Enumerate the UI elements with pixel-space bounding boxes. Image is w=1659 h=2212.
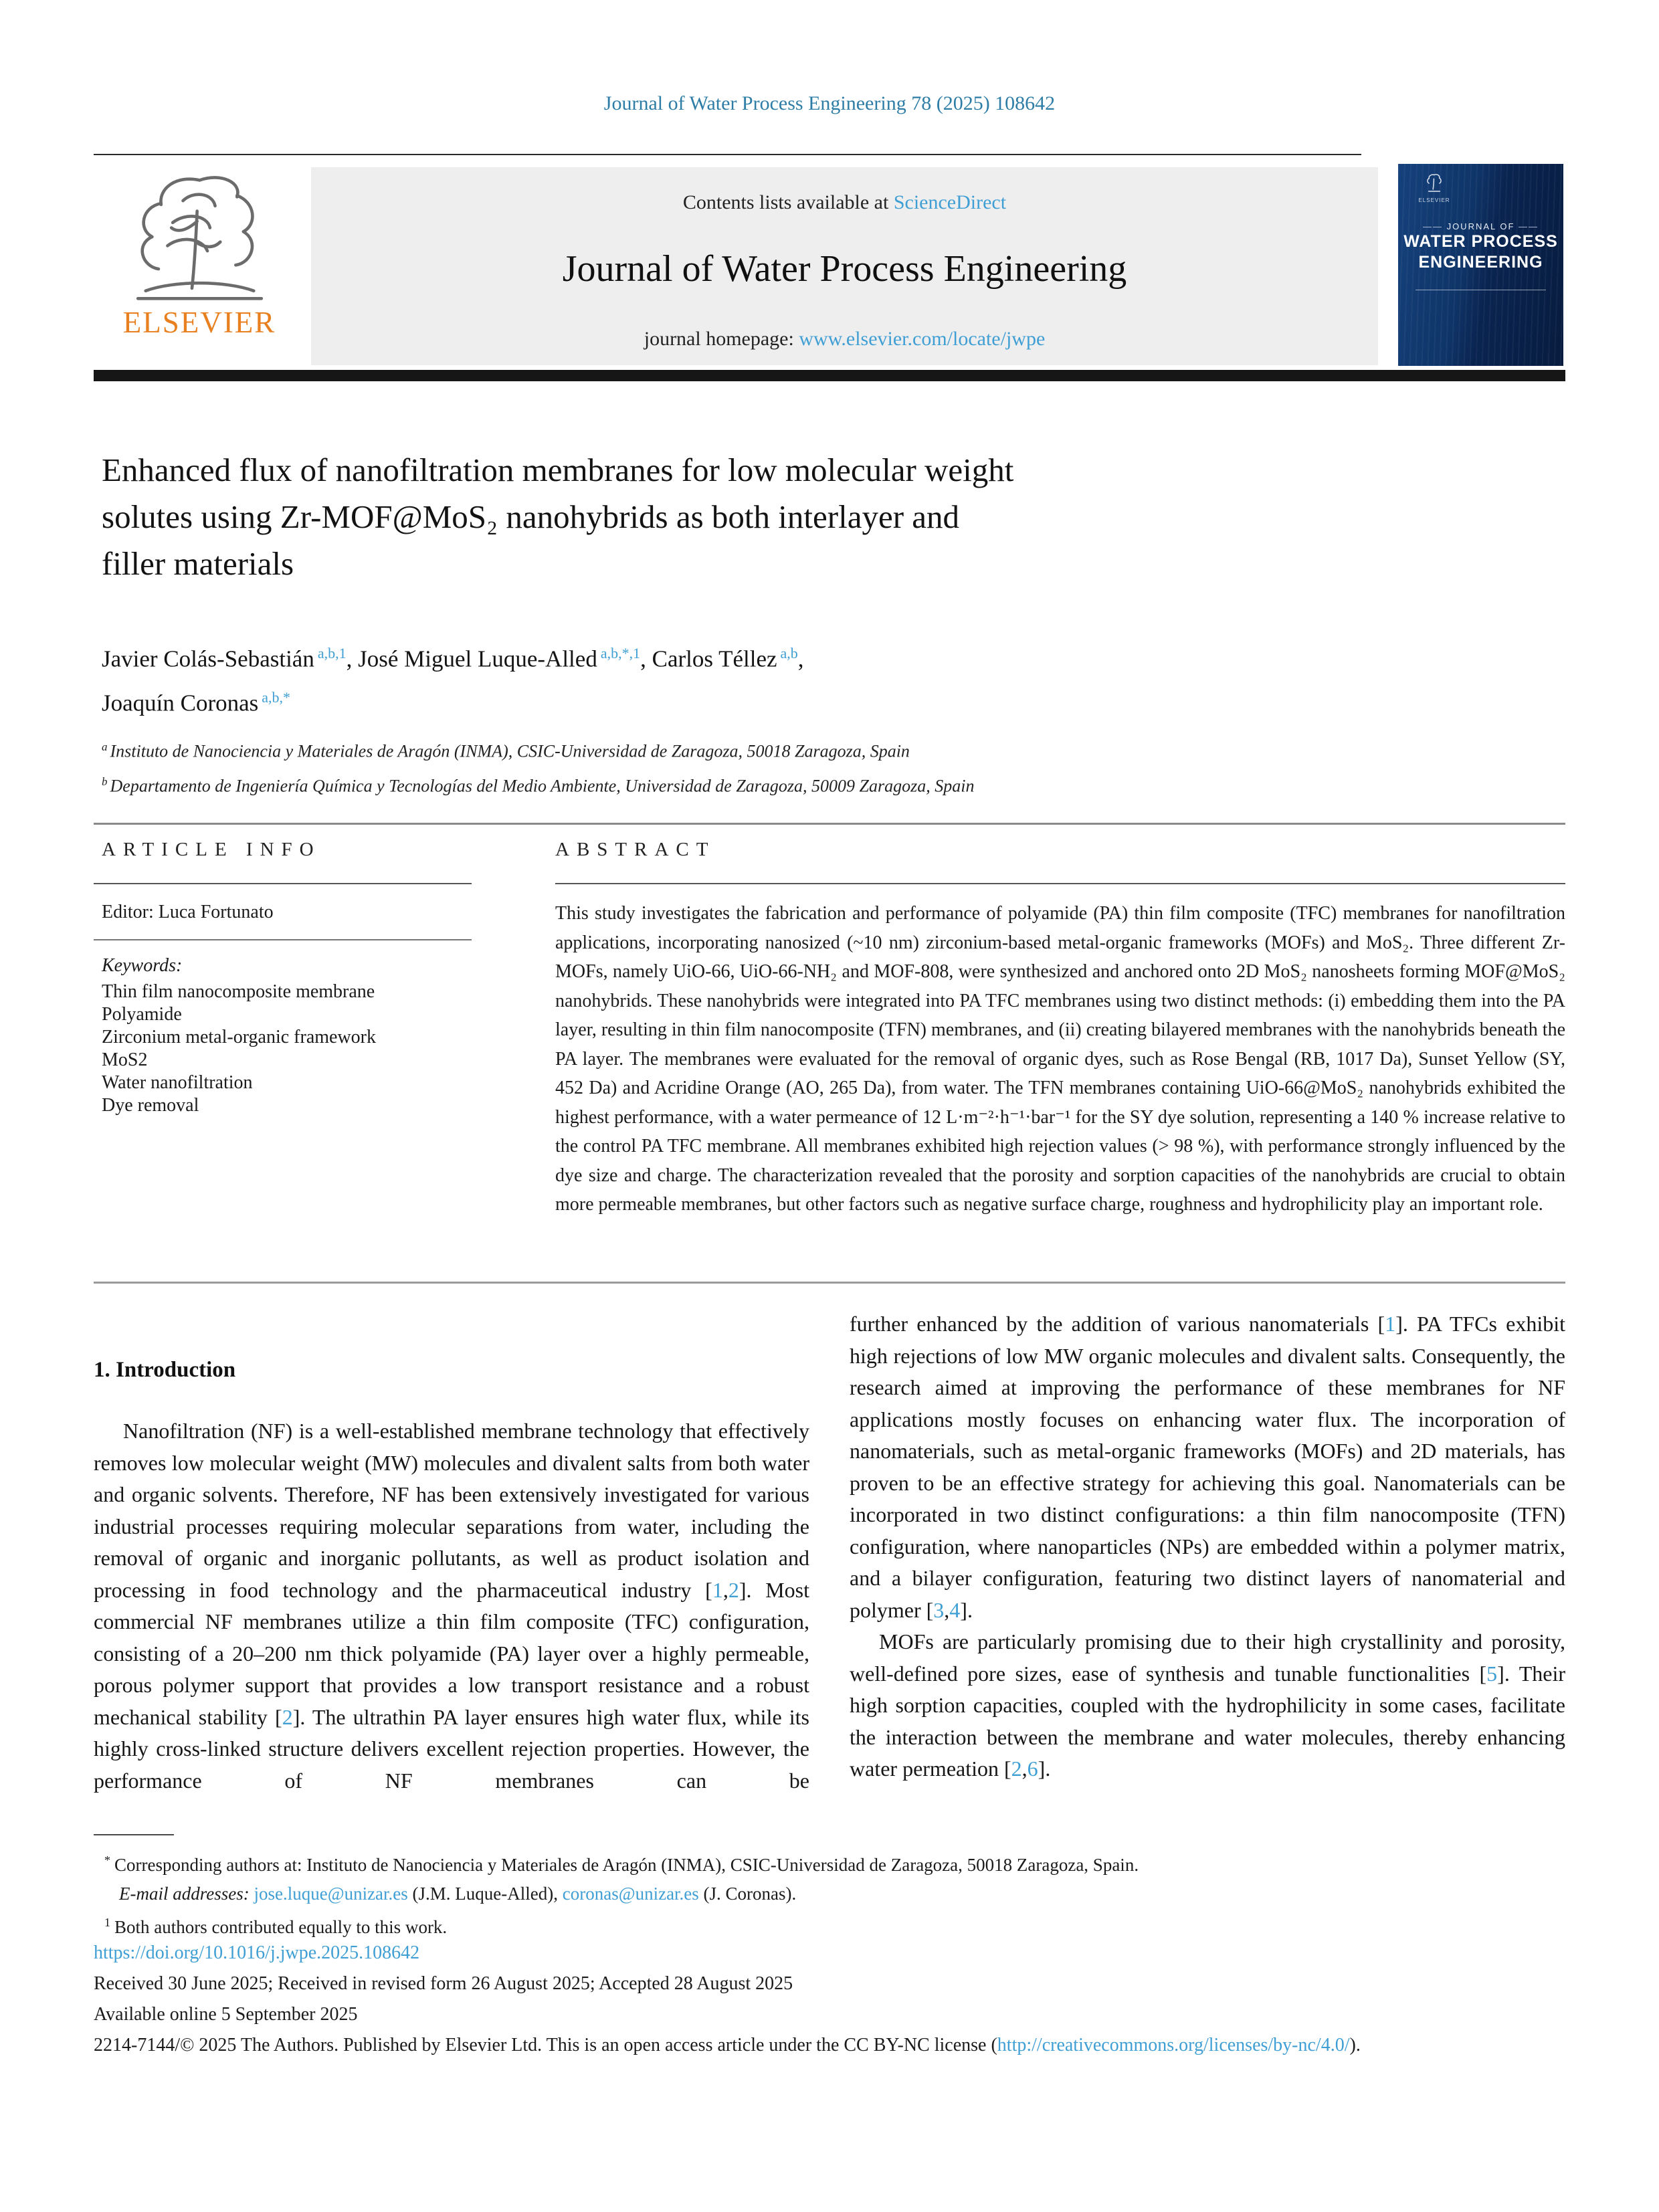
cover-elsevier-mark-icon: ELSEVIER	[1416, 173, 1453, 203]
abstract-heading: ABSTRACT	[555, 839, 716, 860]
email-link-2[interactable]: coronas@unizar.es	[562, 1884, 699, 1904]
corresponding-authors-note: * Corresponding authors at: Instituto de Nanociencia y Materiales de Aragón (INMA), CSIC-Universidad de Zaragoza, 50018 Zaragoza, Spain.	[104, 1853, 1139, 1875]
editor-line: Editor: Luca Fortunato	[102, 902, 274, 922]
author-name: Carlos Téllez	[652, 645, 777, 672]
keyword-item: Dye removal	[102, 1095, 199, 1116]
available-online: Available online 5 September 2025	[94, 2004, 358, 2025]
elsevier-logo[interactable]	[99, 170, 300, 365]
sciencedirect-link[interactable]: ScienceDirect	[893, 191, 1007, 213]
citation-link[interactable]: 2	[728, 1577, 739, 1602]
citation-link[interactable]: 1	[712, 1577, 723, 1602]
section-rule	[94, 823, 1565, 825]
elsevier-tree-icon	[99, 170, 300, 304]
citation-link[interactable]: 2	[282, 1704, 293, 1729]
email-addresses-note: E-mail addresses: jose.luque@unizar.es (J.M. Luque-Alled), coronas@unizar.es (J. Coronas).	[119, 1884, 797, 1904]
citation-link[interactable]: 2	[1011, 1756, 1022, 1781]
article-info-rule	[94, 883, 472, 884]
equal-contribution-note: $^1$ Both authors contributed equally to this work.	[104, 1916, 448, 1937]
author-affil-sup: a,b	[780, 645, 798, 662]
keywords-list	[102, 981, 376, 1117]
email-link-1[interactable]: jose.luque@unizar.es	[254, 1884, 408, 1904]
article-title: Enhanced flux of nanofiltration membranes for low molecular weight solutes using Zr-MOF@MoS₂ nanohybrids as both interlayer and filler materials	[102, 451, 1014, 582]
citation-link[interactable]: 1	[1385, 1312, 1396, 1336]
received-dates: Received 30 June 2025; Received in revised form 26 August 2025; Accepted 28 August 2025	[94, 1973, 793, 1994]
citation-link[interactable]: 6	[1027, 1756, 1038, 1781]
author-line-1: Javier Colás-Sebastián $^{a,b,1}$, José Miguel Luque-Alled $^{a,b,*,1}$, Carlos Téllez $^{a,b}$,	[102, 645, 804, 672]
keyword-item: Water nanofiltration	[102, 1072, 253, 1093]
license-line: 2214-7144/© 2025 The Authors. Published by Elsevier Ltd. This is an open access article under the CC BY-NC license (http://creativecommons.org/licenses/by-nc/4.0/).	[94, 2035, 1361, 2055]
abstract-bottom-rule	[94, 1282, 1565, 1284]
publication-info	[94, 1938, 1565, 2062]
header-rule	[94, 154, 1361, 155]
keywords-label: Keywords:	[102, 955, 183, 976]
affiliation-a: $^a$ Instituto de Nanociencia y Materiales de Aragón (INMA), CSIC-Universidad de Zaragoza, 50018 Zaragoza, Spain	[102, 740, 910, 761]
journal-homepage-link[interactable]: www.elsevier.com/locate/jwpe	[799, 328, 1046, 350]
license-link[interactable]: http://creativecommons.org/licenses/by-nc/4.0/	[997, 2035, 1350, 2055]
keyword-item: Zirconium metal-organic framework	[102, 1027, 376, 1047]
article-info-heading: ARTICLE INFO	[102, 839, 321, 860]
cover-title: —— JOURNAL OF —— WATER PROCESS ENGINEERING	[1398, 221, 1563, 273]
keyword-item: Polyamide	[102, 1004, 182, 1025]
intro-paragraph-3: MOFs are particularly promising due to their high crystallinity and porosity, well-defined pore sizes, ease of synthesis and tunable functionalities [5]. Their high sorption capacities, coupled with the hydrophilicity in some cases, facilitate the interaction between the membrane and water molecules, thereby enhancing water permeation [2,6].	[850, 1629, 1565, 1781]
affiliation-b: $^b$ Departamento de Ingeniería Química y Tecnologías del Medio Ambiente, Universidad de Zaragoza, 50009 Zaragoza, Spain	[102, 775, 975, 796]
masthead-bottom-bar	[94, 370, 1565, 381]
author-affil-sup: a,b,1	[317, 645, 347, 662]
masthead-band	[311, 167, 1378, 365]
author-name: José Miguel Luque-Alled	[358, 645, 597, 672]
journal-cover-thumbnail[interactable]	[1398, 164, 1563, 366]
author-name: Javier Colás-Sebastián	[102, 645, 314, 672]
homepage-line: journal homepage: www.elsevier.com/locate/jwpe	[644, 328, 1046, 350]
affiliations	[102, 732, 974, 801]
author-name: Joaquín Coronas	[102, 690, 259, 716]
intro-right-column	[850, 1308, 1565, 1785]
elsevier-wordmark: ELSEVIER	[122, 306, 276, 339]
citation-link[interactable]: 3	[933, 1597, 945, 1622]
journal-title: Journal of Water Process Engineering	[562, 248, 1127, 290]
journal-reference: Journal of Water Process Engineering 78 (2025) 108642	[603, 92, 1056, 114]
intro-paragraph-2: further enhanced by the addition of various nanomaterials [1]. PA TFCs exhibit high rejections of low MW organic molecules and divalent salts. Consequently, the research aimed at improving the performance of these membranes for NF applications mostly focuses on enhancing water flux. The incorporation of nanomaterials, such as metal-organic frameworks (MOFs) and 2D materials, has proven to be an effective strategy for achieving this goal. Nanomaterials can be incorporated in two distinct configurations: a thin film nanocomposite (TFN) configuration, where nanoparticles (NPs) are embedded within a polymer matrix, and a bilayer configuration, featuring two distinct layers of nanomaterial and polymer [3,4].	[850, 1312, 1566, 1622]
author-affil-sup: a,b,*,1	[600, 645, 641, 662]
abstract-rule	[555, 883, 1565, 884]
abstract-text: This study investigates the fabrication and performance of polyamide (PA) thin film composite (TFC) membranes for nanofiltration applications, incorporating nanosized (~10 nm) zirconium-based metal-organic frameworks (MOFs) and MoS₂. Three different Zr-MOFs, namely UiO-66, UiO-66-NH₂ and MOF-808, were synthesized and anchored onto 2D MoS₂ nanosheets forming MOF@MoS₂ nanohybrids. These nanohybrids were integrated into PA TFC membranes using two distinct methods: (i) embedding them into the PA layer, resulting in thin film nanocomposite (TFN) membranes, and (ii) creating bilayered membranes with the nanohybrids beneath the PA layer. The membranes were evaluated for the removal of organic dyes, such as Rose Bengal (RB, 1017 Da), Sunset Yellow (SY, 452 Da) and Acridine Orange (AO, 265 Da), from water. The TFN membranes containing UiO-66@MoS₂ nanohybrids exhibited the highest performance, with a water permeance of 12 L·m⁻²·h⁻¹·bar⁻¹ for the SY dye solution, representing a 140 % increase relative to the control PA TFC membrane. All membranes exhibited high rejection values (> 98 %), with performance strongly influenced by the dye size and charge. The characterization revealed that the porosity and sorption capacities of the nanohybrids are crucial to obtain more permeable membranes, but other factors such as negative surface charge, roughness and hydrophilicity play an important role.	[555, 903, 1565, 1215]
footnote-divider	[94, 1834, 174, 1835]
introduction-heading: 1. Introduction	[94, 1358, 236, 1382]
keyword-item: MoS2	[102, 1049, 148, 1070]
doi-link[interactable]: https://doi.org/10.1016/j.jwpe.2025.108642	[94, 1942, 420, 1963]
citation-link[interactable]: 4	[949, 1597, 961, 1622]
keyword-item: Thin film nanocomposite membrane	[102, 981, 375, 1002]
author-line-2	[102, 678, 804, 722]
citation-link[interactable]: 5	[1486, 1661, 1498, 1686]
footnotes	[94, 1846, 1565, 1942]
contents-line: Contents lists available at ScienceDirect	[682, 191, 1007, 213]
author-affil-sup: a,b,*	[262, 688, 291, 706]
intro-paragraph-1: Nanofiltration (NF) is a well-established membrane technology that effectively removes low molecular weight (MW) molecules and divalent salts from both water and organic solvents. Therefore, NF has been extensively investigated for various industrial processes requiring molecular separations from water, including the removal of organic and inorganic pollutants, as well as product isolation and processing in food technology and the pharmaceutical industry [1,2]. Most commercial NF membranes utilize a thin film composite (TFC) configuration, consisting of a 20–200 nm thick polyamide (PA) layer over a highly permeable, porous polymer support that provides a low transport resistance and a robust mechanical stability [2]. The ultrathin PA layer ensures high water flux, while its highly cross-linked structure delivers excellent rejection properties. However, the performance of NF membranes can be	[94, 1419, 810, 1793]
editor-divider	[94, 939, 472, 940]
author-list	[102, 634, 804, 722]
